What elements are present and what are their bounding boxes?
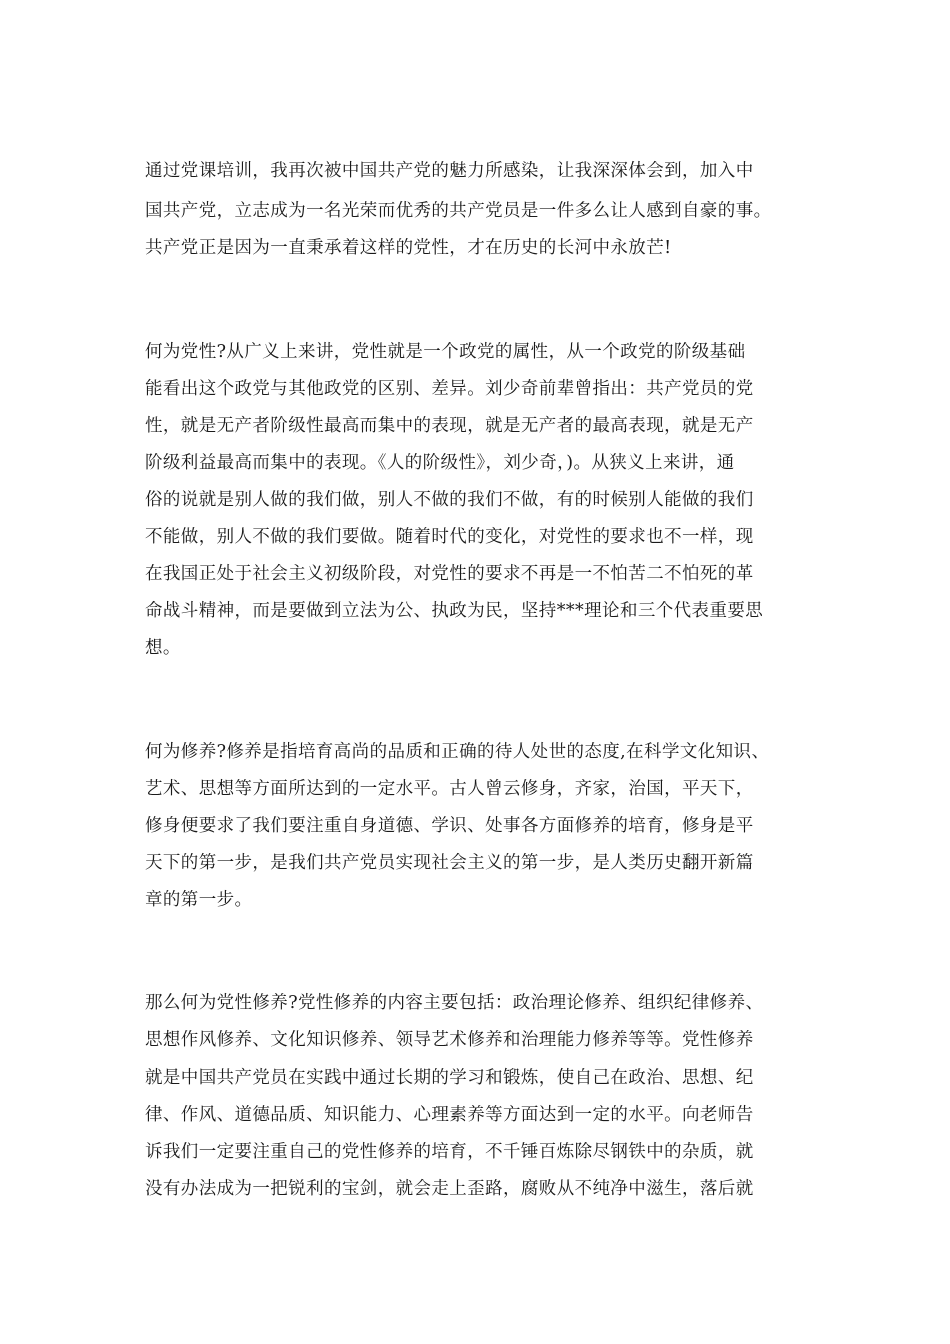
text-line: 诉我们一定要注重自己的党性修养的培育，不千锤百炼除尽钢铁中的杂质，就 [145,1142,754,1162]
text-line: 阶级利益最高而集中的表现。《人的阶级性》，刘少奇，)。从狭义上来讲，通 [145,453,735,473]
text-line: 想。 [145,638,181,658]
text-line: 能看出这个政党与其他政党的区别、差异。刘少奇前辈曾指出：共产党员的党 [145,379,754,399]
text-line: 思想作风修养、文化知识修养、领导艺术修养和治理能力修养等等。党性修养 [145,1030,754,1050]
text-line: 没有办法成为一把锐利的宝剑，就会走上歪路，腐败从不纯净中滋生，落后就 [145,1179,754,1199]
text-line: 何为修养?修养是指培育高尚的品质和正确的待人处世的态度,在科学文化知识、 [145,742,770,762]
text-line: 俗的说就是别人做的我们做，别人不做的我们不做，有的时候别人能做的我们 [145,490,754,510]
text-line: 国共产党，立志成为一名光荣而优秀的共产党员是一件多么让人感到自豪的事。 [145,201,772,221]
text-line: 不能做，别人不做的我们要做。随着时代的变化，对党性的要求也不一样，现 [145,527,754,547]
text-line: 就是中国共产党员在实践中通过长期的学习和锻炼，使自己在政治、思想、纪 [145,1068,754,1088]
text-line: 在我国正处于社会主义初级阶段，对党性的要求不再是一不怕苦二不怕死的革 [145,564,754,584]
text-line: 命战斗精神，而是要做到立法为公、执政为民，坚持***理论和三个代表重要思 [145,601,764,621]
text-line: 艺术、思想等方面所达到的一定水平。古人曾云修身，齐家，治国，平天下， [145,779,754,799]
text-line: 天下的第一步，是我们共产党员实现社会主义的第一步，是人类历史翻开新篇 [145,853,754,873]
text-line: 何为党性?从广义上来讲，党性就是一个政党的属性，从一个政党的阶级基础 [145,342,746,362]
text-line: 通过党课培训，我再次被中国共产党的魅力所感染，让我深深体会到，加入中 [145,161,754,181]
text-line: 律、作风、道德品质、知识能力、心理素养等方面达到一定的水平。向老师告 [145,1105,754,1125]
text-line: 共产党正是因为一直秉承着这样的党性，才在历史的长河中永放芒! [145,238,672,258]
text-line: 那么何为党性修养?党性修养的内容主要包括：政治理论修养、组织纪律修养、 [145,993,764,1013]
text-line: 修身便要求了我们要注重自身道德、学识、处事各方面修养的培育，修身是平 [145,816,754,836]
text-line: 性，就是无产者阶级性最高而集中的表现，就是无产者的最高表现，就是无产 [145,416,754,436]
text-line: 章的第一步。 [145,890,253,910]
